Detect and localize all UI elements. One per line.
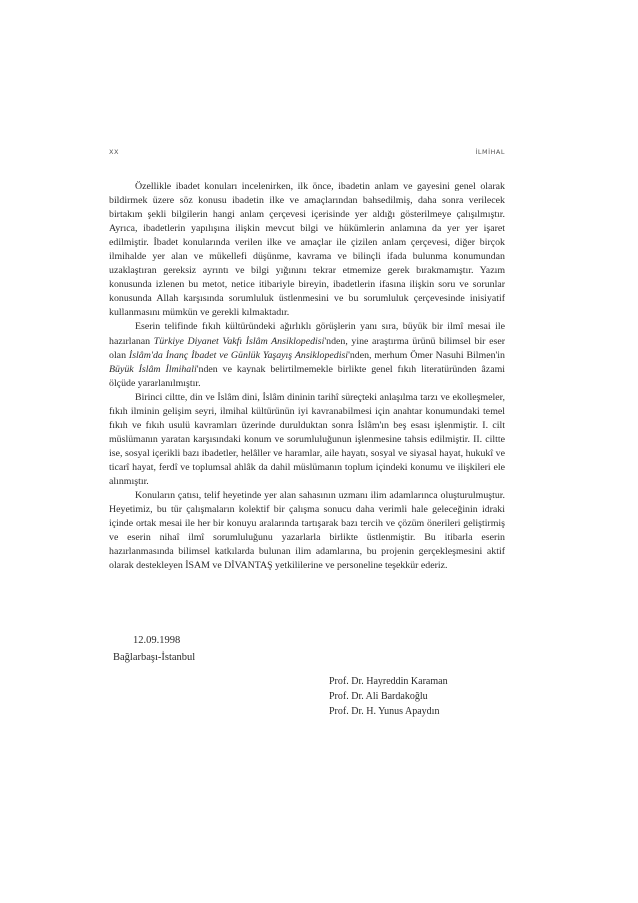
body-paragraph: [109, 180, 505, 320]
italic-title: Büyük İslâm İlmihali: [109, 363, 197, 375]
italic-title: Türkiye Diyanet Vakfı İslâm Ansiklopedisi: [153, 335, 325, 347]
body-paragraph: [109, 391, 505, 489]
italic-title: İslâm'da İnanç İbadet ve Günlük Yaşayış Ansiklopedisi: [128, 349, 349, 361]
author-name: Prof. Dr. Ali Bardakoğlu: [329, 691, 428, 703]
paragraph-text: 'nden ve kaynak belirtilmemekle birlikte genel fıkıh literatüründen âzami ölçüde yararlanılmıştır.: [109, 363, 505, 389]
author-signatures: [329, 674, 448, 720]
body-paragraph: [109, 489, 505, 573]
author-name: Prof. Dr. H. Yunus Apaydın: [329, 706, 440, 718]
paragraph-text: 'nden, yine araştırma ürünü bilimsel bir eser olan: [109, 335, 505, 361]
closing-date: 12.09.1998: [133, 635, 181, 646]
body-paragraph: [109, 320, 505, 390]
paragraph-text: Özellikle ibadet konuları incelenirken, ilk önce, ibadetin anlam ve gayesini genel olarak bildirmek üzere söz konusu ibadetin ilke ve amaçlarından bahsedilmiş, daha sonra verilecek birtakım şekli bilgilerin hangi anlam çerçevesi içerisinde yer aldığı gösterilmeye çalışılmıştır. Ayrıca, ibadetlerin yapılışına ilişkin mevcut bilgi ve hükümlerin anlamına da yer yer işaret edilmiştir. İbadet konularında verilen ilke ve amaçlar ile çizilen anlam çerçevesi, diğer birçok ilmihalde yer alan ve mükellefi düşünme, kavrama ve bilinçli ifada bulunma konumundan uzaklaştıran gereksiz ayrıntı ve bilgi yığınını tekrar etmemize gerek bırakmamıştır. Yazım konusunda izlenen bu metot, netice itibariyle bireyin, ibadetlerin ifasına ilişkin soru ve sorunlar konusunda Allah karşısında sorumluluk üstlenmesini ve bu sorumluluk çerçevesinde inisiyatif kullanmasını mümkün ve gerekli kılmaktadır.: [109, 181, 505, 319]
page-number: XX: [109, 148, 119, 156]
paragraph-text: Birinci ciltte, din ve İslâm dini, İslâm dininin tarihî süreçteki anlaşılma tarzı ve ekolleşmeler, fıkıh ilminin gelişim seyri, ilmihal kültürünün iyi kavranabilmesi için anahtar konumundaki temel fıkıh ve fıkıh usulü kavramları üzerinde durulduktan sonra İslâm'ın beş esası işlenmiştir. I. cilt müslümanın yaratan karşısındaki konum ve sorumluluğunun işlenmesine tahsis edilmiştir. II. ciltte ise, sosyal içerikli bazı ibadetler, helâller ve haramlar, aile hayatı, sosyal ve siyasal hayat, hukukî ve ticarî hayat, ferdî ve toplumsal ahlâk da dahil müslümanın toplum içindeki konumu ve ilişkileri ele alınmıştır.: [109, 391, 505, 487]
author-name: Prof. Dr. Hayreddin Karaman: [329, 676, 448, 687]
book-title: İLMİHAL: [475, 148, 505, 156]
paragraph-text: 'nden, merhum Ömer Nasuhi Bilmen'in: [348, 349, 505, 361]
body-text: [109, 180, 505, 573]
closing-place: Bağlarbaşı-İstanbul: [113, 652, 196, 663]
closing-block: [113, 632, 195, 666]
paragraph-text: Konuların çatısı, telif heyetinde yer alan sahasının uzmanı ilim adamlarınca oluşturulmuştur. Heyetimiz, bu tür çalışmaların kolektif bir çalışma sonucu daha verimli hale geleceğinin idraki içinde ortak mesai ile her bir konuyu aralarında tartışarak bazı tercih ve çözüm önerileri geliştirmiş ve eserin nihaî ilmî sorumluluğunu yazarlarla birlikte üstlenmiştir. Bu itibarla eserin hazırlanmasında bilimsel katkılarda bulunan ilim adamlarına, bu projenin gerçekleşmesini aktif olarak destekleyen İSAM ve DİVANTAŞ yetkililerine ve personeline teşekkür ederiz.: [109, 490, 505, 572]
paragraph-text: Eserin telifinde fıkıh kültüründeki ağırlıklı görüşlerin yanı sıra, büyük bir ilmî mesai ile hazırlanan: [109, 321, 505, 347]
